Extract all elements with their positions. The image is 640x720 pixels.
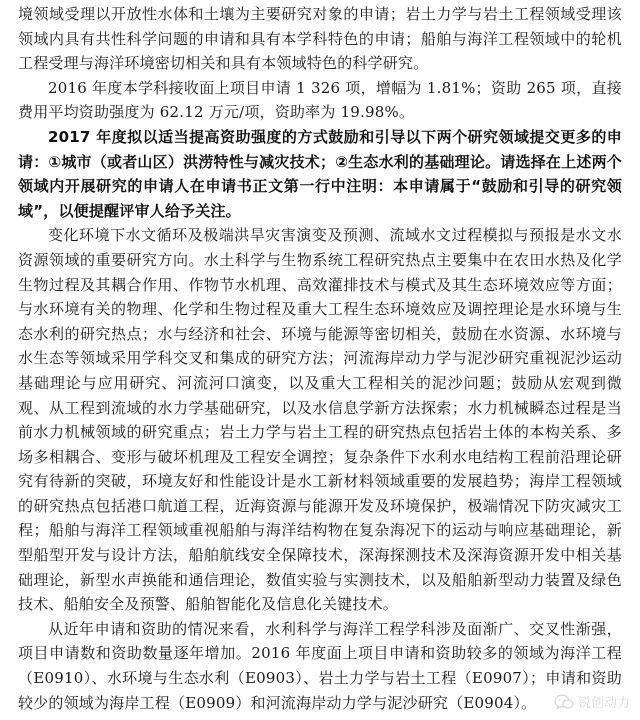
paragraph-5-application-trends: 从近年申请和资助的情况来看，水利科学与海洋工程学科涉及面渐广、交叉性渐强，项目申请数和资助数量逐年增加。2016 年度面上项目申请和资助较多的领域为海洋工程（E0910）、水环境与生态水利（E0903）、岩土力学与岩土工程（E0907）；申请和资助较少的领域为海岸工程（E0909）和河流海岸动力学与泥沙研究（E0904）。 [18,619,622,712]
paragraph-1: 境领域受理以开放性水体和土壤为主要研究对象的申请；岩土力学与岩土工程领域受理该领域内具有共性科学问题的申请和具有本学科特色的申请；船舶与海洋工程领域中的轮机工程受理与海洋环境密切相关和具有本领域特色的科学研究。 [18,5,622,73]
paragraph-4-research-directions: 变化环境下水文循环及极端洪旱灾害演变及预测、流域水文过程模拟与预报是水文水资源领域的重要研究方向。水土科学与生物系统工程研究热点主要集中在农田水热及化学生物过程及其耦合作用、作物节水机理、高效灌排技术与模式及其生态环境效应等方面；与水环境有关的物理、化学和生物过程及重大工程生态环境效应及调控理论是水环境与生态水利的研究热点；水与经济和社会、环境与能源等密切相关，鼓励在水资源、水环境与水生态等领域采用学科交叉和集成的研究方法；河流海岸动力学与泥沙研究重视泥沙运动基础理论与应用研究、河流河口演变，以及重大工程相关的泥沙问题；鼓励从宏观到微观、从工程到流域的水力学基础研究，以及水信息学新方法探索；水力机械瞬态过程是当前水力机械领域的研究重点；岩土力学与岩土工程的研究热点包括岩土体的本构关系、多场多相耦合、变形与破坏机理及工程安全调控；复杂条件下水利水电结构工程前沿理论研究有待新的突破，环境友好和性能设计是水工新材料领域重要的发展趋势；海岸工程领域的研究热点包括港口航道工程，近海资源与能源开发及环境保护，极端情况下防灾减灾工程；船舶与海洋工程领域重视船舶与海洋结构物在复杂海况下的运动与响应基础理论，新型船型开发与设计方法，船舶航线安全保障技术，深海探测技术及深海资源开发中相关基础理论，新型水声换能和通信理论，数值实验与实测技术，以及船舶新型动力装置及绿色技术、船舶安全及预警、船舶智能化及信息化关键技术。 [18,226,622,614]
paragraph-3-encouraged-fields: 2017 年度拟以适当提高资助强度的方式鼓励和引导以下两个研究领域提交更多的申请：①城市（或者山区）洪涝特性与减灾技术；②生态水利的基础理论。请选择在上述两个领域内开展研究的申请人在申请书正文第一行中注明：本申请属于“鼓励和引导的研究领域”，以便提醒评审人给予关注。 [18,127,622,220]
paragraph-2-statistics: 2016 年度本学科接收面上项目申请 1 326 项，增幅为 1.81%；资助 265 项，直接费用平均资助强度为 62.12 万元/项，资助率为 19.98%。 [18,78,622,122]
watermark-text: 锐创动力 [577,696,630,711]
wechat-icon [554,694,574,710]
watermark [550,691,634,712]
document-body [18,2,622,715]
